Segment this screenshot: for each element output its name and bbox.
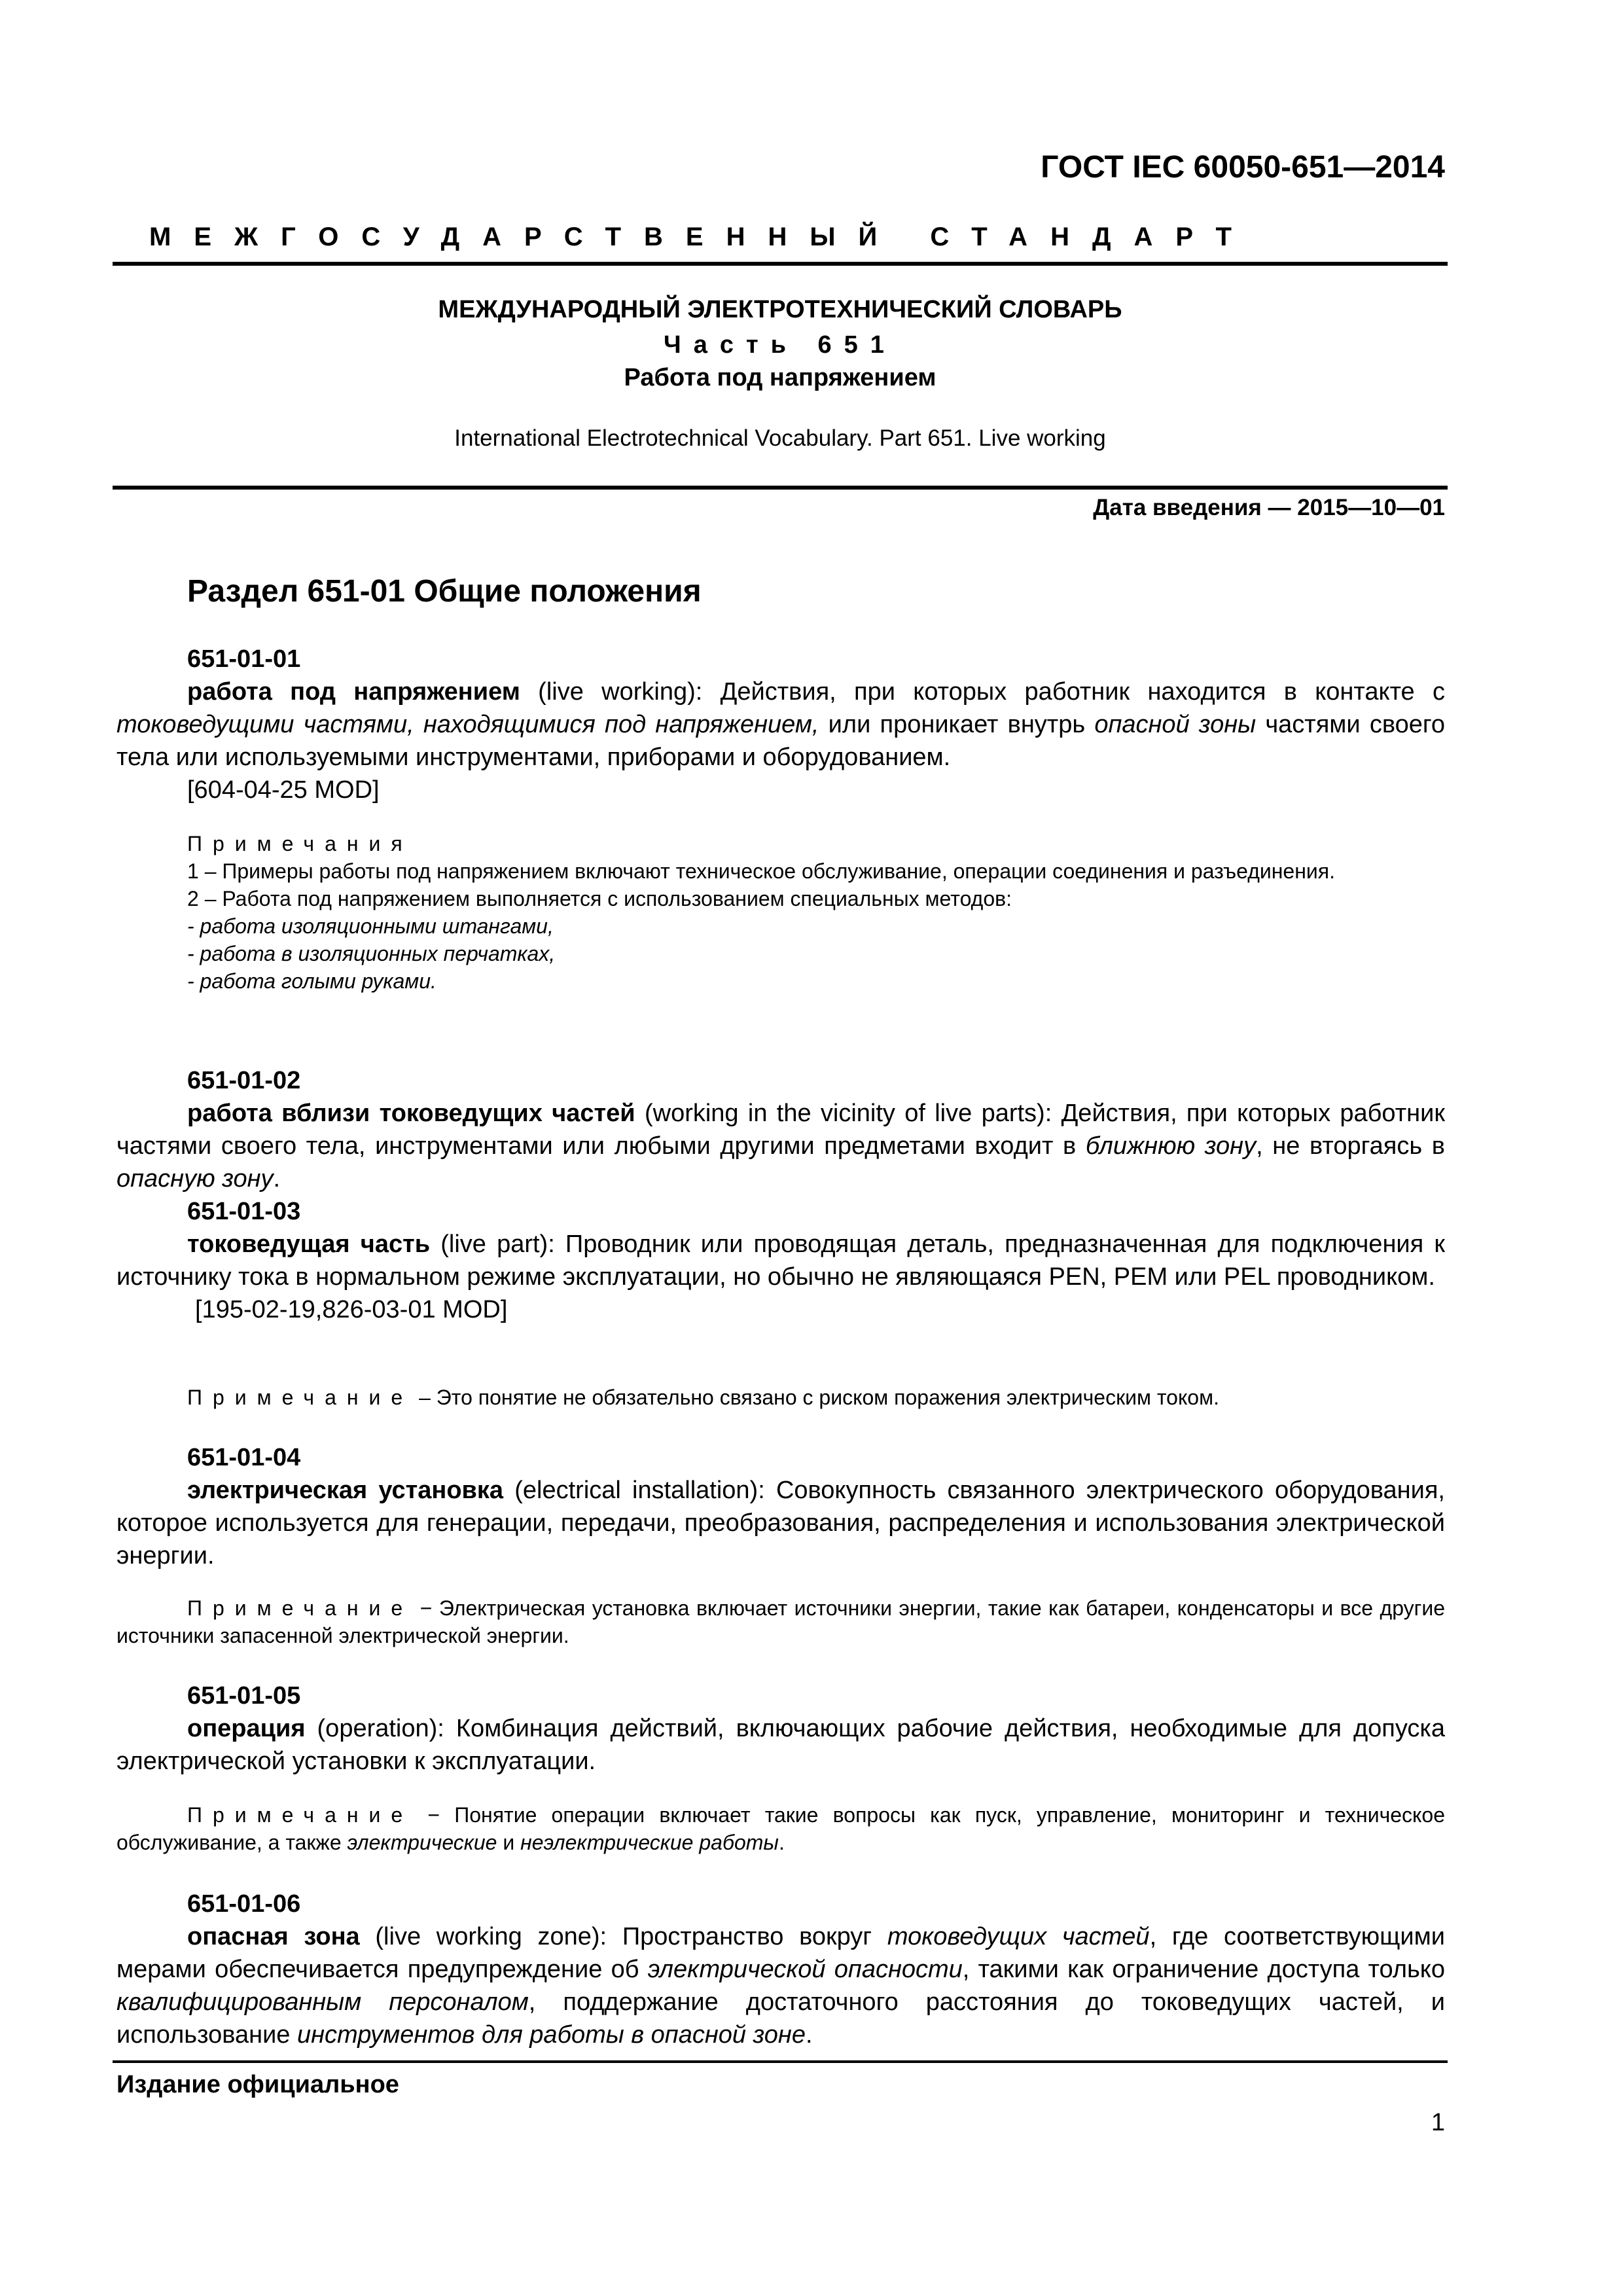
document-title: МЕЖДУНАРОДНЫЙ ЭЛЕКТРОТЕХНИЧЕСКИЙ СЛОВАРЬ [438,296,1122,323]
term-name: работа под напряжением [187,678,520,706]
document-title-en: International Electrotechnical Vocabulary. Part 651. Live working [454,425,1106,451]
note-label: Примечание [187,1596,414,1620]
term-english: (live working zone) [375,1923,600,1950]
term-name: работа вблизи токоведущих частей [187,1100,635,1127]
definition-text: : Действия, при которых работник находится в контакте с [695,678,1446,706]
term-english: (live working) [538,678,696,706]
notes-block [116,830,1445,995]
term-definition [116,675,1445,806]
document-subtitle: Работа под напряжением [624,364,936,391]
term-name: операция [187,1715,306,1742]
note-block: Примечание − Понятие операции включает такие вопросы как пуск, управление, мониторинг и техническое обслуживание, а также электрические и неэлектрические работы. [116,1803,1445,1854]
term-name: электрическая установка [187,1477,504,1504]
document-part: Часть 651 [664,331,897,359]
term-number: 651-01-05 [187,1682,301,1710]
term-name: опасная зона [187,1923,360,1950]
term-english: (live part) [440,1230,548,1258]
method-item: - работа голыми руками. [187,969,437,993]
term-definition: токоведущая часть (live part): Проводник или проводящая деталь, предназначенная для подключения к источнику тока в нормальном режиме эксплуатации, но обычно не являющаяся PEN, PEM или PEL проводником. [195-02-19,826-03-01 MOD] [116,1228,1445,1326]
page-number: 1 [1431,2109,1445,2136]
term-definition: работа вблизи токоведущих частей (working in the vicinity of live parts): Действия, при которых работник частями своего тела, инструментами или любыми другими предметами входит в ближнюю зону, не вторгаясь в опасную зону. [116,1100,1445,1193]
notes-heading: Примечания [187,832,413,855]
definition-text: или проникает внутрь [819,711,1095,738]
term-name: токоведущая часть [187,1230,431,1258]
reference: [195-02-19,826-03-01 MOD] [195,1296,508,1323]
note-item: 1 – Примеры работы под напряжением включают техническое обслуживание, операции соединения и разъединения. [187,859,1335,883]
note-block [116,1384,1445,1411]
method-item: - работа изоляционными штангами, [187,914,554,938]
term-definition: опасная зона (live working zone): Пространство вокруг токоведущих частей, где соответствующими мерами обеспечивается предупреждение об электрической опасности, такими как ограничение доступа только квалифицированным персоналом, поддержание достаточного расстояния до токоведущих частей, и использование инструментов для работы в опасной зоне. [116,1923,1446,2049]
method-item: - работа в изоляционных перчатках, [187,942,556,965]
note-item: 2 – Работа под напряжением выполняется с использованием специальных методов: [187,887,1012,910]
term-english: (working in the vicinity of live parts) [644,1100,1045,1127]
standard-id: ГОСТ IEC 60050-651—2014 [1041,150,1445,185]
interstate-standard-label: МЕЖГОСУДАРСТВЕННЫЙ СТАНДАРТ [149,223,1255,251]
term-number: 651-01-04 [187,1444,301,1471]
term-number: 651-01-06 [187,1890,301,1918]
reference: [604-04-25 MOD] [187,776,380,804]
term-english: (electrical installation) [514,1477,758,1504]
definition-italic: опасной зоны [1094,711,1257,738]
term-number: 651-01-01 [187,645,301,673]
term-definition: операция (operation): Комбинация действий, включающих рабочие действия, необходимые для допуска электрической установки к эксплуатации. [116,1715,1445,1775]
definition-italic: токоведущими частями, находящимися под напряжением, [116,711,819,738]
header-rule [113,262,1448,266]
definition-text: частями своего тела или используемыми инструментами, приборами и оборудованием. [116,711,1446,771]
section-title: Раздел 651-01 Общие положения [187,574,702,609]
note-text: − Электрическая установка включает источники энергии, такие как батареи, конденсаторы и все другие источники запасенной электрической энергии. [116,1596,1445,1647]
introduction-date: Дата введения — 2015—10—01 [1093,495,1445,520]
term-number: 651-01-02 [187,1067,301,1094]
note-label: Примечание [187,1386,414,1409]
term-english: (operation) [317,1715,438,1742]
official-edition-label: Издание официальное [116,2071,399,2098]
term-definition: электрическая установка (electrical installation): Совокупность связанного электрического оборудования, которое используется для генерации, передачи, преобразования, распределения и использования электрической энергии. [116,1477,1445,1570]
note-block [116,1594,1445,1649]
term-number: 651-01-03 [187,1198,301,1225]
note-label: Примечание [187,1803,414,1827]
note-text: – Это понятие не обязательно связано с риском поражения электрическим током. [413,1386,1219,1409]
title-rule [113,486,1448,490]
footer-rule [113,2060,1448,2063]
